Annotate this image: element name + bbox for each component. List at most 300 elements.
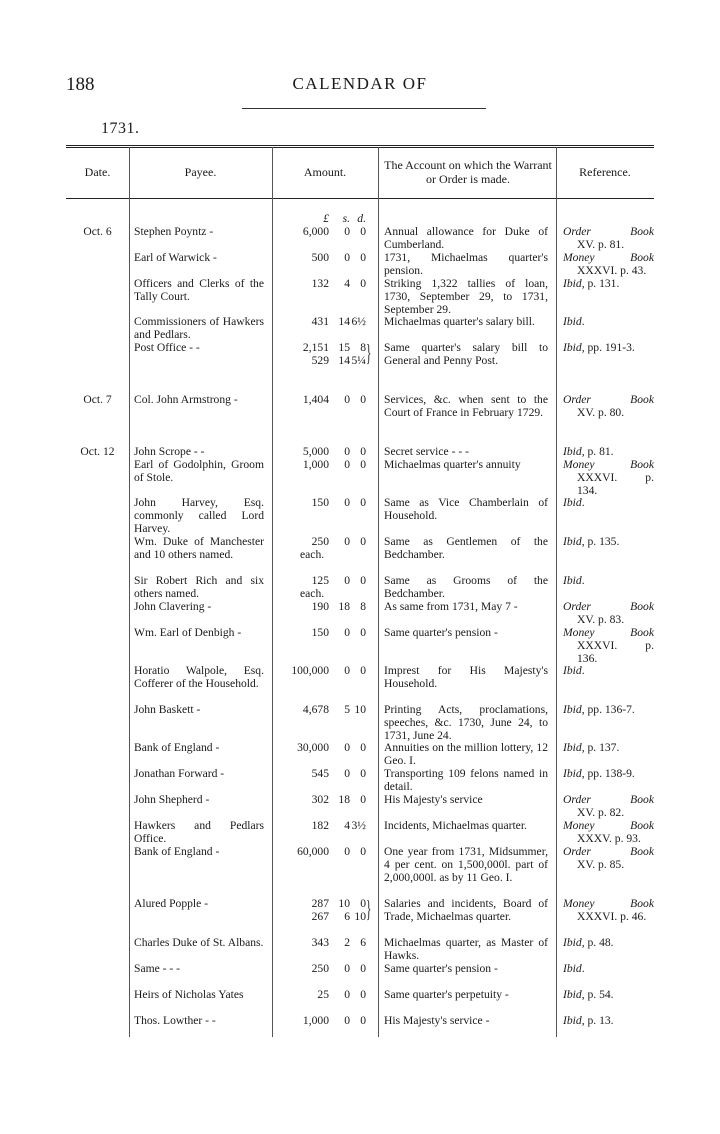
row-amount bbox=[278, 316, 374, 329]
row-account: Striking 1,322 tallies of loan, 1730, September 29, to 1731, September 29. bbox=[384, 277, 548, 316]
row-reference bbox=[563, 768, 654, 781]
row-reference bbox=[563, 742, 654, 755]
amount-shillings: 15 bbox=[338, 341, 350, 354]
row-amount bbox=[278, 627, 374, 640]
ref-line: XV. p. 81. bbox=[577, 237, 625, 251]
amount-shillings: 0 bbox=[344, 393, 350, 406]
amount-pounds: 1,000 bbox=[302, 458, 329, 471]
row-payee: Commissioners of Hawkers and Pedlars. bbox=[134, 315, 264, 341]
ref-ibid: Ibid bbox=[563, 315, 582, 328]
amount-shillings: 0 bbox=[344, 988, 350, 1001]
page-title: CALENDAR OF bbox=[292, 74, 428, 93]
ref-book-word: Book bbox=[630, 819, 654, 832]
amount-line bbox=[278, 627, 374, 640]
amount-shillings: 0 bbox=[344, 251, 350, 264]
ref-book-type: Order bbox=[563, 600, 591, 613]
ref-line: 136. bbox=[577, 651, 598, 665]
row-payee: Horatio Walpole, Esq. Cofferer of the Household. bbox=[134, 664, 264, 690]
amount-shillings: 0 bbox=[344, 225, 350, 238]
ref-ibid: Ibid bbox=[563, 962, 582, 975]
ref-book-type: Money bbox=[563, 626, 595, 639]
row-amount bbox=[278, 937, 374, 950]
row-reference bbox=[563, 1015, 654, 1028]
ref-ibid: Ibid bbox=[563, 741, 582, 754]
row-amount bbox=[278, 898, 374, 924]
header-bottom-rule bbox=[66, 198, 654, 199]
row-account: Same as Vice Chamberlain of Household. bbox=[384, 496, 548, 522]
ref-line bbox=[563, 472, 654, 485]
row-payee: John Shepherd - bbox=[134, 793, 210, 806]
amount-line bbox=[278, 820, 374, 833]
amount-pounds: 150 bbox=[311, 626, 329, 639]
amount-pence: 0 bbox=[360, 626, 366, 639]
row-reference bbox=[563, 937, 654, 950]
title-rule bbox=[242, 108, 486, 109]
amount-pence: 0 bbox=[360, 897, 366, 910]
ref-book-type: Money bbox=[563, 458, 595, 471]
amount-shillings: 0 bbox=[344, 767, 350, 780]
amount-pence: 8 bbox=[360, 341, 366, 354]
amount-line bbox=[278, 704, 374, 717]
row-reference bbox=[563, 665, 654, 678]
amount-shillings: 2 bbox=[344, 936, 350, 949]
ref-line bbox=[563, 794, 654, 807]
amount-line bbox=[278, 575, 374, 588]
amount-pence: 3½ bbox=[351, 819, 366, 832]
amount-line bbox=[278, 846, 374, 859]
amount-pence: 0 bbox=[360, 767, 366, 780]
row-reference bbox=[563, 226, 654, 252]
amount-pence: 6½ bbox=[351, 315, 366, 328]
amount-shillings: 4 bbox=[344, 819, 350, 832]
column-divider bbox=[378, 147, 379, 1037]
amount-shillings: 0 bbox=[344, 626, 350, 639]
ref-line: XXXV. p. 93. bbox=[577, 831, 641, 845]
ref-book-word: Book bbox=[630, 845, 654, 858]
ref-line: XV. p. 80. bbox=[577, 405, 625, 419]
row-account: Annual allowance for Duke of Cumberland. bbox=[384, 225, 548, 251]
ref-ibid: Ibid bbox=[563, 936, 582, 949]
ref-line: Ibid, p. 48. bbox=[563, 936, 614, 949]
ref-volume: XXXVI. bbox=[577, 470, 618, 484]
row-amount bbox=[278, 820, 374, 833]
row-reference bbox=[563, 342, 654, 355]
ref-book-word: Book bbox=[630, 458, 654, 471]
ref-line: Ibid, p. 81. bbox=[563, 445, 614, 458]
amount-pounds: 545 bbox=[311, 767, 329, 780]
row-payee: Wm. Duke of Manchester and 10 others named. bbox=[134, 535, 264, 561]
ref-line bbox=[563, 252, 654, 265]
amount-pounds: 2,151 bbox=[302, 341, 329, 354]
amount-line bbox=[278, 536, 374, 549]
row-payee: Bank of England - bbox=[134, 741, 220, 754]
row-account: Imprest for His Majesty's Household. bbox=[384, 664, 548, 690]
amount-shillings: 0 bbox=[344, 535, 350, 548]
amount-shillings: 18 bbox=[338, 600, 350, 613]
amount-pence: 0 bbox=[360, 458, 366, 471]
amount-shillings: 4 bbox=[344, 277, 350, 290]
ref-book-word: Book bbox=[630, 251, 654, 264]
ref-line: Ibid. bbox=[563, 574, 585, 587]
amount-line bbox=[278, 278, 374, 291]
column-header-amount: Amount. bbox=[303, 165, 347, 180]
ref-ibid: Ibid bbox=[563, 341, 582, 354]
year-label: 1731. bbox=[101, 120, 140, 137]
ref-line: XV. p. 83. bbox=[577, 612, 625, 626]
amount-pence: 0 bbox=[360, 277, 366, 290]
row-reference bbox=[563, 601, 654, 627]
ref-ibid: Ibid bbox=[563, 496, 582, 509]
amount-shillings: 0 bbox=[344, 664, 350, 677]
amount-shillings: 0 bbox=[344, 574, 350, 587]
amount-pounds: 250 bbox=[311, 962, 329, 975]
ref-ibid: Ibid bbox=[563, 574, 582, 587]
row-payee: Col. John Armstrong - bbox=[134, 393, 238, 406]
ref-book-word: Book bbox=[630, 626, 654, 639]
amount-pounds: 267 bbox=[311, 909, 329, 923]
column-divider bbox=[272, 147, 273, 1037]
ref-line: Ibid. bbox=[563, 962, 585, 975]
row-reference bbox=[563, 963, 654, 976]
amount-pence: 0 bbox=[360, 741, 366, 754]
row-account: Annuities on the million lottery, 12 Geo. I. bbox=[384, 741, 548, 767]
amount-line bbox=[278, 355, 374, 368]
amount-pence: 0 bbox=[360, 988, 366, 1001]
row-amount bbox=[278, 342, 374, 368]
row-payee: John Scrope - - bbox=[134, 445, 205, 458]
row-account: Same as Gentlemen of the Bedchamber. bbox=[384, 535, 548, 561]
amount-pounds: 529 bbox=[311, 353, 329, 367]
row-amount bbox=[278, 278, 374, 291]
amount-pounds: 287 bbox=[311, 897, 329, 910]
row-payee: John Harvey, Esq. commonly called Lord Harvey. bbox=[134, 496, 264, 535]
row-payee: Post Office - - bbox=[134, 341, 200, 354]
row-date: Oct. 7 bbox=[83, 393, 112, 406]
amount-shillings: 18 bbox=[338, 793, 350, 806]
ref-line: XXXVI. p. 43. bbox=[577, 263, 647, 277]
amount-pence: 0 bbox=[360, 962, 366, 975]
row-reference bbox=[563, 394, 654, 420]
ref-line: Ibid, p. 131. bbox=[563, 277, 620, 290]
row-payee: Sir Robert Rich and six others named. bbox=[134, 574, 264, 600]
amount-pounds: 150 bbox=[311, 496, 329, 509]
amount-pounds: 5,000 bbox=[302, 445, 329, 458]
row-account: Incidents, Michaelmas quarter. bbox=[384, 819, 527, 832]
amount-each: each. bbox=[300, 586, 325, 600]
amount-pounds: 6,000 bbox=[302, 225, 329, 238]
amount-line bbox=[278, 898, 374, 911]
amount-line bbox=[278, 768, 374, 781]
column-divider bbox=[129, 147, 130, 1037]
row-account: Michaelmas quarter, as Master of Hawks. bbox=[384, 936, 548, 962]
row-amount bbox=[278, 575, 374, 601]
amount-each: each. bbox=[300, 547, 325, 561]
ref-line bbox=[563, 820, 654, 833]
amount-line bbox=[278, 989, 374, 1002]
ref-ibid: Ibid bbox=[563, 535, 582, 548]
amount-shillings: 10 bbox=[338, 897, 350, 910]
ref-ibid: Ibid bbox=[563, 703, 582, 716]
amount-pence: 0 bbox=[360, 845, 366, 858]
row-reference bbox=[563, 820, 654, 846]
amount-line bbox=[278, 497, 374, 510]
row-account: Same quarter's perpetuity - bbox=[384, 988, 509, 1001]
ref-line bbox=[563, 846, 654, 859]
row-date: Oct. 6 bbox=[83, 225, 112, 238]
row-amount bbox=[278, 704, 374, 717]
row-date: Oct. 12 bbox=[80, 445, 115, 458]
ref-book-word: Book bbox=[630, 897, 654, 910]
row-payee: John Clavering - bbox=[134, 600, 212, 613]
ref-line: Ibid, pp. 191-3. bbox=[563, 341, 635, 354]
pounds-unit: £ bbox=[323, 212, 329, 225]
row-reference bbox=[563, 278, 654, 291]
ref-line: Ibid. bbox=[563, 496, 585, 509]
amount-shillings: 0 bbox=[344, 962, 350, 975]
row-payee: Earl of Godolphin, Groom of Stole. bbox=[134, 458, 264, 484]
row-payee: Charles Duke of St. Albans. bbox=[134, 936, 264, 949]
row-amount bbox=[278, 846, 374, 859]
ref-ibid: Ibid bbox=[563, 445, 582, 458]
ref-line: Ibid, pp. 136-7. bbox=[563, 703, 635, 716]
ref-page-abbrev: p. bbox=[645, 638, 654, 652]
row-amount bbox=[278, 989, 374, 1002]
ref-line: XV. p. 85. bbox=[577, 857, 625, 871]
row-account: Michaelmas quarter's salary bill. bbox=[384, 315, 535, 328]
ref-book-type: Money bbox=[563, 819, 595, 832]
amount-line bbox=[278, 937, 374, 950]
ref-ibid: Ibid bbox=[563, 988, 582, 1001]
amount-pounds: 190 bbox=[311, 600, 329, 613]
amount-shillings: 0 bbox=[344, 458, 350, 471]
row-amount bbox=[278, 601, 374, 614]
row-payee: Wm. Earl of Denbigh - bbox=[134, 626, 242, 639]
row-amount bbox=[278, 446, 374, 459]
row-payee: Officers and Clerks of the Tally Court. bbox=[134, 277, 264, 303]
column-header-reference: Reference. bbox=[579, 165, 631, 180]
column-header-payee: Payee. bbox=[184, 165, 217, 180]
amount-pounds: 182 bbox=[311, 819, 329, 832]
amount-pence: 0 bbox=[360, 793, 366, 806]
amount-line bbox=[278, 794, 374, 807]
row-payee: Hawkers and Pedlars Office. bbox=[134, 819, 264, 845]
ref-ibid: Ibid bbox=[563, 1014, 582, 1027]
amount-line bbox=[278, 459, 374, 472]
ref-line bbox=[563, 601, 654, 614]
row-reference bbox=[563, 704, 654, 717]
ref-line: Ibid, p. 54. bbox=[563, 988, 614, 1001]
row-reference bbox=[563, 252, 654, 278]
ref-line: 134. bbox=[577, 483, 598, 497]
ref-book-type: Order bbox=[563, 793, 591, 806]
amount-line bbox=[278, 665, 374, 678]
amount-line bbox=[278, 252, 374, 265]
amount-pounds: 500 bbox=[311, 251, 329, 264]
amount-pounds: 132 bbox=[311, 277, 329, 290]
row-amount bbox=[278, 459, 374, 472]
amount-pence: 0 bbox=[360, 393, 366, 406]
ref-volume: XXXVI. bbox=[577, 638, 618, 652]
ref-line: Ibid, p. 137. bbox=[563, 741, 620, 754]
ref-line bbox=[563, 898, 654, 911]
row-account: Michaelmas quarter's annuity bbox=[384, 458, 521, 471]
row-payee: John Baskett - bbox=[134, 703, 201, 716]
ref-line bbox=[563, 627, 654, 640]
row-account: His Majesty's service - bbox=[384, 1014, 490, 1027]
ref-line bbox=[563, 459, 654, 472]
amount-line bbox=[278, 601, 374, 614]
amount-line bbox=[278, 963, 374, 976]
ref-book-word: Book bbox=[630, 393, 654, 406]
amount-units-row bbox=[278, 213, 374, 226]
amount-line bbox=[278, 1015, 374, 1028]
row-account: Secret service - - - bbox=[384, 445, 469, 458]
column-divider bbox=[556, 147, 557, 1037]
amount-shillings: 6 bbox=[344, 909, 350, 923]
row-amount bbox=[278, 252, 374, 265]
amount-line bbox=[278, 316, 374, 329]
amount-pounds: 431 bbox=[311, 315, 329, 328]
row-reference bbox=[563, 627, 654, 665]
amount-pounds: 125 bbox=[311, 574, 329, 587]
row-amount bbox=[278, 963, 374, 976]
amount-pence: 0 bbox=[360, 535, 366, 548]
ref-line: XXXVI. p. 46. bbox=[577, 909, 647, 923]
amount-pence: 8 bbox=[360, 600, 366, 613]
ref-line: Ibid. bbox=[563, 315, 585, 328]
amount-pence: 0 bbox=[360, 251, 366, 264]
amount-shillings: 0 bbox=[344, 741, 350, 754]
amount-pence: 0 bbox=[360, 574, 366, 587]
pence-unit: d. bbox=[357, 212, 366, 225]
row-reference bbox=[563, 794, 654, 820]
ref-book-type: Money bbox=[563, 251, 595, 264]
row-account: His Majesty's service bbox=[384, 793, 483, 806]
amount-pounds: 4,678 bbox=[302, 703, 329, 716]
row-payee: Stephen Poyntz - bbox=[134, 225, 214, 238]
row-reference bbox=[563, 316, 654, 329]
row-reference bbox=[563, 575, 654, 588]
row-amount bbox=[278, 768, 374, 781]
amount-shillings: 0 bbox=[344, 1014, 350, 1027]
amount-pence: 0 bbox=[360, 496, 366, 509]
ref-line bbox=[563, 640, 654, 653]
amount-pounds: 30,000 bbox=[297, 741, 329, 754]
amount-line bbox=[278, 394, 374, 407]
amount-pence: 10 bbox=[354, 909, 366, 923]
page-number: 188 bbox=[66, 74, 95, 95]
row-account: 1731, Michaelmas quarter's pension. bbox=[384, 251, 548, 277]
amount-pounds: 60,000 bbox=[297, 845, 329, 858]
amount-pence: 5¼ bbox=[351, 353, 366, 367]
row-amount bbox=[278, 794, 374, 807]
amount-pence: 0 bbox=[360, 445, 366, 458]
ref-line: XV. p. 82. bbox=[577, 805, 625, 819]
amount-brace: } bbox=[366, 897, 372, 923]
amount-line bbox=[278, 911, 374, 924]
amount-pounds: 343 bbox=[311, 936, 329, 949]
row-reference bbox=[563, 989, 654, 1002]
amount-pounds: 302 bbox=[311, 793, 329, 806]
row-account: Same quarter's pension - bbox=[384, 626, 498, 639]
row-reference bbox=[563, 459, 654, 497]
amount-pence: 10 bbox=[354, 703, 366, 716]
row-payee: Alured Popple - bbox=[134, 897, 209, 910]
amount-pence: 0 bbox=[360, 1014, 366, 1027]
amount-pounds: 100,000 bbox=[291, 664, 329, 677]
row-reference bbox=[563, 497, 654, 510]
column-header-account: The Account on which the Warrant or Order is made. bbox=[384, 158, 552, 186]
ref-book-type: Order bbox=[563, 225, 591, 238]
row-account: Transporting 109 felons named in detail. bbox=[384, 767, 548, 793]
row-amount bbox=[278, 536, 374, 562]
amount-line bbox=[278, 226, 374, 239]
amount-pounds: 1,000 bbox=[302, 1014, 329, 1027]
row-payee: Thos. Lowther - - bbox=[134, 1014, 216, 1027]
ref-line: Ibid. bbox=[563, 664, 585, 677]
column-header-date: Date. bbox=[84, 165, 111, 180]
ref-book-type: Order bbox=[563, 393, 591, 406]
row-reference bbox=[563, 898, 654, 924]
ref-book-word: Book bbox=[630, 793, 654, 806]
row-amount bbox=[278, 742, 374, 755]
amount-pounds: 1,404 bbox=[302, 393, 329, 406]
row-account: Printing Acts, proclamations, speeches, &c. 1730, June 24, to 1731, June 24. bbox=[384, 703, 548, 742]
ref-line: Ibid, p. 13. bbox=[563, 1014, 614, 1027]
row-payee: Jonathan Forward - bbox=[134, 767, 225, 780]
amount-shillings: 14 bbox=[338, 315, 350, 328]
ref-line: Ibid, pp. 138-9. bbox=[563, 767, 635, 780]
amount-line bbox=[278, 446, 374, 459]
row-account: One year from 1731, Midsummer, 4 per cent. on 1,500,000l. part of 2,000,000l. as by 11 Geo. I. bbox=[384, 845, 548, 884]
ref-line: Ibid, p. 135. bbox=[563, 535, 620, 548]
row-account: As same from 1731, May 7 - bbox=[384, 600, 518, 613]
amount-pence: 0 bbox=[360, 664, 366, 677]
amount-shillings: 14 bbox=[338, 353, 350, 367]
row-account: Same as Grooms of the Bedchamber. bbox=[384, 574, 548, 600]
row-amount bbox=[278, 497, 374, 510]
amount-shillings: 0 bbox=[344, 845, 350, 858]
amount-pence: 0 bbox=[360, 225, 366, 238]
row-reference bbox=[563, 446, 654, 459]
row-payee: Same - - - bbox=[134, 962, 181, 975]
amount-pounds: 250 bbox=[311, 535, 329, 548]
row-reference bbox=[563, 846, 654, 872]
ref-ibid: Ibid bbox=[563, 277, 582, 290]
row-account: Services, &c. when sent to the Court of France in February 1729. bbox=[384, 393, 548, 419]
row-amount bbox=[278, 226, 374, 239]
table-top-rule bbox=[66, 145, 654, 146]
amount-shillings: 5 bbox=[344, 703, 350, 716]
ref-ibid: Ibid bbox=[563, 767, 582, 780]
amount-line bbox=[278, 342, 374, 355]
row-payee: Earl of Warwick - bbox=[134, 251, 217, 264]
amount-shillings: 0 bbox=[344, 496, 350, 509]
row-payee: Bank of England - bbox=[134, 845, 220, 858]
ref-ibid: Ibid bbox=[563, 664, 582, 677]
row-amount bbox=[278, 394, 374, 407]
ref-book-type: Money bbox=[563, 897, 595, 910]
row-account: Salaries and incidents, Board of Trade, Michaelmas quarter. bbox=[384, 897, 548, 923]
amount-brace: } bbox=[366, 341, 372, 367]
row-amount bbox=[278, 665, 374, 678]
amount-pence: 6 bbox=[360, 936, 366, 949]
row-reference bbox=[563, 536, 654, 549]
row-amount bbox=[278, 1015, 374, 1028]
ref-book-word: Book bbox=[630, 600, 654, 613]
row-account: Same quarter's salary bill to General and Penny Post. bbox=[384, 341, 548, 367]
row-payee: Heirs of Nicholas Yates bbox=[134, 988, 244, 1001]
